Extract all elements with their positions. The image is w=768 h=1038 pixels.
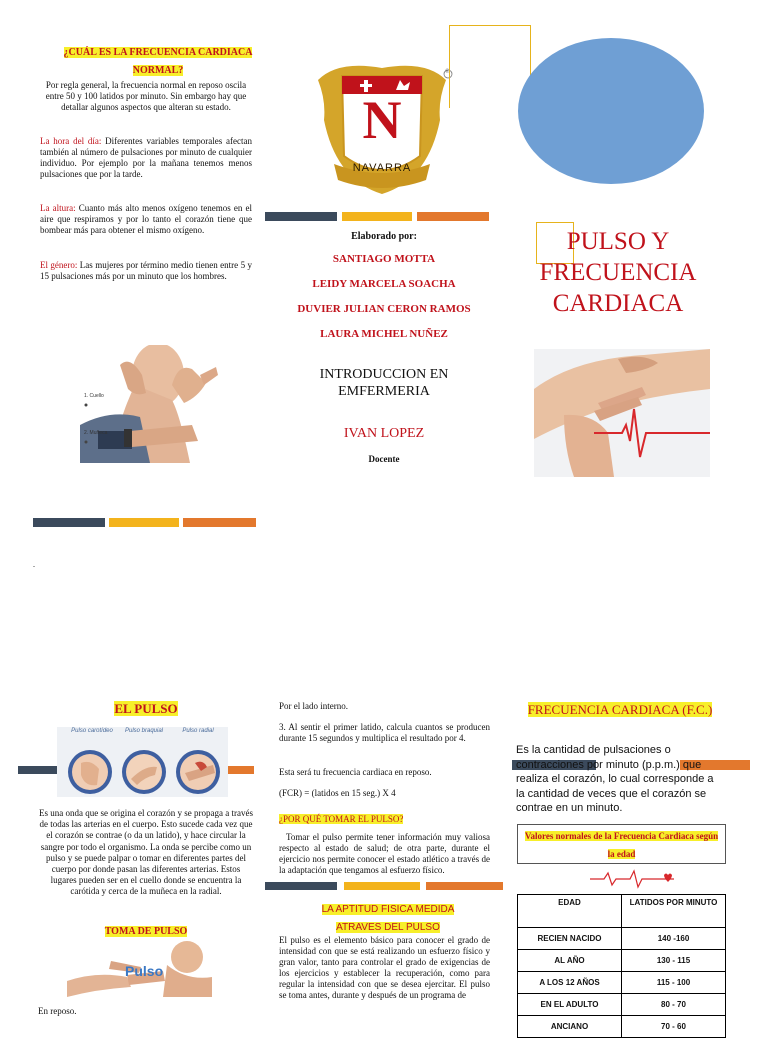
frequency-intro: Por regla general, la frecuencia normal en reposo oscila entre 50 y 100 latidos por minuto. Sin embargo hay que detallar algunos aspectos que alteran su estado.	[45, 80, 247, 112]
wrist-pulse-image	[534, 349, 710, 477]
teacher-name: IVAN LOPEZ	[343, 426, 425, 441]
heart-rate-table	[517, 894, 726, 1038]
factor-hour	[40, 136, 252, 180]
divider-navy	[265, 882, 337, 890]
pulse-points-image	[80, 345, 222, 463]
divider-gold	[342, 212, 412, 221]
why-title	[279, 809, 403, 827]
bpm-cell: 140 -160	[622, 928, 726, 950]
divider-navy	[33, 518, 105, 527]
divider-gold	[344, 882, 420, 890]
divider-orange	[426, 882, 503, 890]
neck-label: 1. Cuello	[84, 393, 104, 399]
header-bpm: LATIDOS POR MINUTO	[622, 895, 726, 928]
age-cell: AL AÑO	[518, 950, 622, 972]
course-name: INTRODUCCION EN EMFERMERIA	[319, 367, 449, 399]
factor-hour-label: La hora del día:	[40, 136, 102, 146]
author-name: LEIDY MARCELA SOACHA	[312, 278, 456, 290]
made-by-label: Elaborado por:	[351, 231, 417, 242]
corner-frame	[449, 25, 531, 108]
heart-rate-title	[518, 701, 722, 719]
taking-pulse-image	[67, 941, 212, 997]
table-row	[518, 928, 726, 950]
values-box-title	[522, 826, 721, 862]
logo-registered: ®	[445, 69, 450, 75]
cover-title: PULSO Y FRECUENCIA CARDIACA	[539, 228, 697, 317]
heart-rate-title-text: FRECUENCIA CARDIACA (F.C.)	[527, 702, 713, 717]
age-cell: EN EL ADULTO	[518, 994, 622, 1016]
factor-hour-text: Diferentes variables temporales afectan también al número de pulsaciones por minuto de cualquier individuo. Por ejemplo por la mañana tenemos menos pulsaciones que por la tarde.	[40, 136, 252, 179]
image-word: Pulso	[125, 963, 164, 979]
why-title-text: ¿POR QUÉ TOMAR EL PULSO?	[279, 814, 404, 824]
values-box	[517, 824, 726, 864]
table-row	[518, 972, 726, 994]
fitness-title	[308, 899, 468, 935]
factor-altitude-text: Cuanto más alto menos oxígeno tenemos en el aire que respiramos y por lo tanto el corazón tiene que bombear más para obtener el mismo oxígeno.	[40, 203, 253, 235]
frequency-title-text: ¿CUÁL ES LA FRECUENCIA CARDIACA NORMAL?	[63, 47, 253, 76]
bpm-cell: 80 - 70	[622, 994, 726, 1016]
fitness-text: El pulso es el elemento básico para conocer el grado de intensidad con que se está realizando un esfuerzo físico y gran valor, tanto para controlar el grado de exigencias de los ejercicios y establecer la recuperación, como para regular la intensidad con que se desea ejercitar. El pulso se toma antes, durante y después de un programa de	[279, 935, 490, 1000]
why-text: Tomar el pulso permite tener información muy valiosa respecto al estado de salud; de otra parte, durante el ejercicio nos permite conocer el estado atlético a través de la adaptación que tengamos al esfuerzo físico.	[279, 832, 490, 875]
header-age: EDAD	[518, 895, 622, 928]
author-name: LAURA MICHEL NUÑEZ	[320, 328, 448, 340]
factor-gender-label: El género:	[40, 260, 78, 270]
author-name: SANTIAGO MOTTA	[332, 253, 436, 265]
pulse-sites-image	[57, 727, 228, 797]
formula-text: (FCR) = (latidos en 15 seg.) X 4	[279, 788, 396, 798]
pulse-definition: Es una onda que se origina el corazón y se propaga a través de todas las arterias en el cuerpo. Esto sucede cada vez que el corazón se contrae (o da un latido), y hace circular la sangre por todo el organismo. La onda se percibe como un pulso y se puede palpar o tomar en diferentes partes del cuerpo por donde pasan las diferentes arterias. Estos lugares pueden ser en el cuello donde se encuentra la carótida y cerca de la muñeca en la radial.	[39, 808, 253, 897]
age-cell: ANCIANO	[518, 1016, 622, 1038]
heart-rate-definition: Es la cantidad de pulsaciones o contracciones por minuto (p.p.m.) que realiza el corazón, lo cual corresponde a la cantidad de veces que el corazón se contrae en un minuto.	[516, 744, 714, 814]
take-pulse-title	[40, 921, 252, 939]
factor-gender	[40, 260, 252, 282]
heartbeat-icon	[590, 869, 674, 889]
fitness-title-text: LA APTITUD FISICA MEDIDA ATRAVES DEL PULSO	[321, 904, 455, 933]
take-pulse-title-text: TOMA DE PULSO	[104, 926, 188, 937]
navarra-logo	[308, 60, 456, 200]
pulse-title-text: EL PULSO	[114, 701, 178, 716]
factor-gender-text: Las mujeres por término medio tienen entre 5 y 15 pulsaciones más por un minuto que los hombres.	[40, 260, 252, 281]
rest-line-text: Esta será tu frecuencia cardiaca en reposo.	[279, 767, 432, 777]
divider-orange	[417, 212, 489, 221]
factor-altitude	[40, 203, 252, 236]
bpm-cell: 130 - 115	[622, 950, 726, 972]
divider-orange	[183, 518, 256, 527]
age-cell: A LOS 12 AÑOS	[518, 972, 622, 994]
wrist-label: 2. Muñeca	[84, 430, 108, 436]
divider-navy	[18, 766, 57, 774]
inner-side-text: Por el lado interno.	[279, 701, 348, 711]
divider-navy	[265, 212, 337, 221]
at-rest-text: En reposo.	[38, 1006, 77, 1016]
carotid-label: Pulso carotídeo	[71, 728, 113, 734]
divider-orange	[228, 766, 254, 774]
table-row	[518, 1016, 726, 1038]
table-row	[518, 994, 726, 1016]
stray-dot: .	[33, 560, 35, 569]
table-header-row	[518, 895, 726, 928]
teacher-role: Docente	[368, 454, 400, 464]
logo-text: NAVARRA	[352, 162, 412, 174]
logo-letter: N	[362, 90, 402, 150]
radial-label: Pulso radial	[182, 728, 214, 734]
frequency-title	[60, 42, 256, 78]
bpm-cell: 70 - 60	[622, 1016, 726, 1038]
divider-gold	[109, 518, 179, 527]
table-row	[518, 950, 726, 972]
blue-oval	[518, 38, 704, 184]
bpm-cell: 115 - 100	[622, 972, 726, 994]
values-box-title-text: Valores normales de la Frecuencia Cardiaca según la edad	[524, 831, 719, 859]
age-cell: RECIEN NACIDO	[518, 928, 622, 950]
factor-altitude-label: La altura:	[40, 203, 76, 213]
step-3-text: 3. Al sentir el primer latido, calcula cuantos se producen durante 15 segundos y multiplica el resultado por 4.	[279, 722, 490, 743]
pulse-title	[40, 700, 252, 718]
author-name: DUVIER JULIAN CERON RAMOS	[297, 303, 471, 315]
brachial-label: Pulso braquial	[124, 728, 164, 734]
